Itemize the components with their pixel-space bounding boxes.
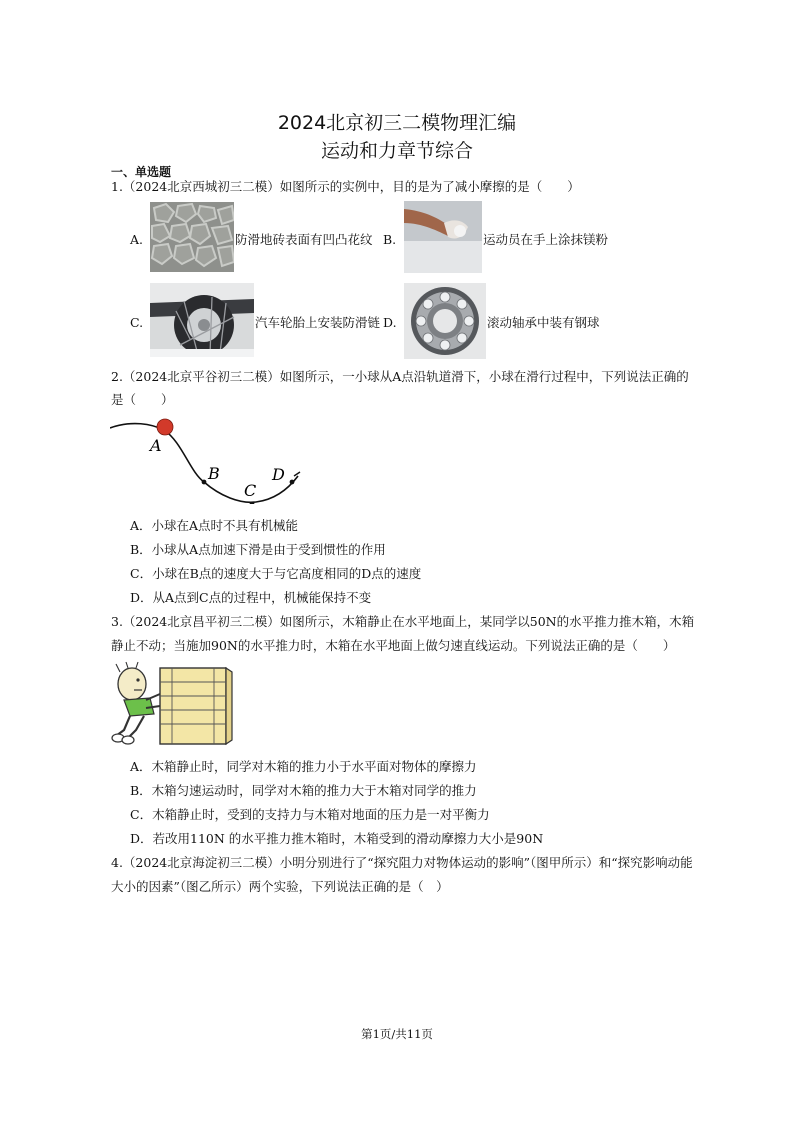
pushing-crate-cartoon (110, 660, 234, 746)
q1-option-c-label: C. (130, 315, 144, 330)
q3-option-c: C．木箱静止时，受到的支持力与木箱对地面的压力是一对平衡力 (130, 807, 490, 822)
question-3-stem-line2: 静止不动；当施加90N的水平推力时，木箱在水平地面上做匀速直线运动。下列说法正确的是（ ） (111, 638, 676, 653)
q1-option-d-label: D. (383, 315, 397, 330)
q1-option-d-text: 滚动轴承中装有钢球 (487, 315, 600, 330)
point-b-label: B (208, 464, 220, 483)
question-3-stem-line1: 3.（2024北京昌平初三二模）如图所示，木箱静止在水平地面上，某同学以50N的水平推力推木箱，木箱 (111, 614, 695, 629)
q3-option-d: D．若改用110N 的水平推力推木箱时，木箱受到的滑动摩擦力大小是90N (130, 831, 544, 846)
q2-option-c: C．小球在B点的速度大于与它高度相同的D点的速度 (130, 566, 422, 581)
hands-chalk-photo (404, 201, 482, 273)
section-heading: 一、单选题 (111, 165, 172, 179)
q2-option-d: D．从A点到C点的过程中，机械能保持不变 (130, 590, 372, 605)
point-d-label: D (272, 465, 285, 484)
question-2-stem-line1: 2.（2024北京平谷初三二模）如图所示，一小球从A点沿轨道滑下，小球在滑行过程中，下列说法正确的 (111, 369, 689, 384)
point-c-label: C (244, 481, 257, 500)
point-a-label: A (150, 436, 162, 455)
track-diagram (110, 412, 310, 504)
q2-option-b: B．小球从A点加速下滑是由于受到惯性的作用 (130, 542, 386, 557)
floor-tile-photo (150, 202, 234, 272)
ball-bearing-photo (404, 283, 486, 359)
q1-option-b-label: B. (383, 232, 397, 247)
q1-option-b-text: 运动员在手上涂抹镁粉 (483, 232, 609, 247)
question-4-stem-line2: 大小的因素”（图乙所示）两个实验，下列说法正确的是（ ） (111, 879, 449, 894)
q1-option-a-text: 防滑地砖表面有凹凸花纹 (235, 232, 373, 247)
tire-chain-photo (150, 283, 254, 357)
question-4-stem-line1: 4.（2024北京海淀初三二模）小明分别进行了“探究阻力对物体运动的影响”（图甲所示）和“探究影响动能 (111, 855, 693, 870)
q3-option-a: A．木箱静止时，同学对木箱的推力小于水平面对物体的摩擦力 (130, 759, 477, 774)
page-title: 2024北京初三二模物理汇编 (277, 112, 517, 134)
q1-option-a-label: A. (130, 232, 144, 247)
page-number: 第1页/共11页 (361, 1027, 433, 1041)
q2-option-a: A．小球在A点时不具有机械能 (130, 518, 299, 533)
page-subtitle: 运动和力章节综合 (320, 140, 473, 162)
question-2-stem-line2: 是（ ） (111, 392, 174, 407)
question-1-stem: 1.（2024北京西城初三二模）如图所示的实例中，目的是为了减小摩擦的是（ ） (111, 179, 580, 194)
q3-option-b: B．木箱匀速运动时，同学对木箱的推力大于木箱对同学的推力 (130, 783, 477, 798)
q1-option-c-text: 汽车轮胎上安装防滑链 (255, 315, 381, 330)
